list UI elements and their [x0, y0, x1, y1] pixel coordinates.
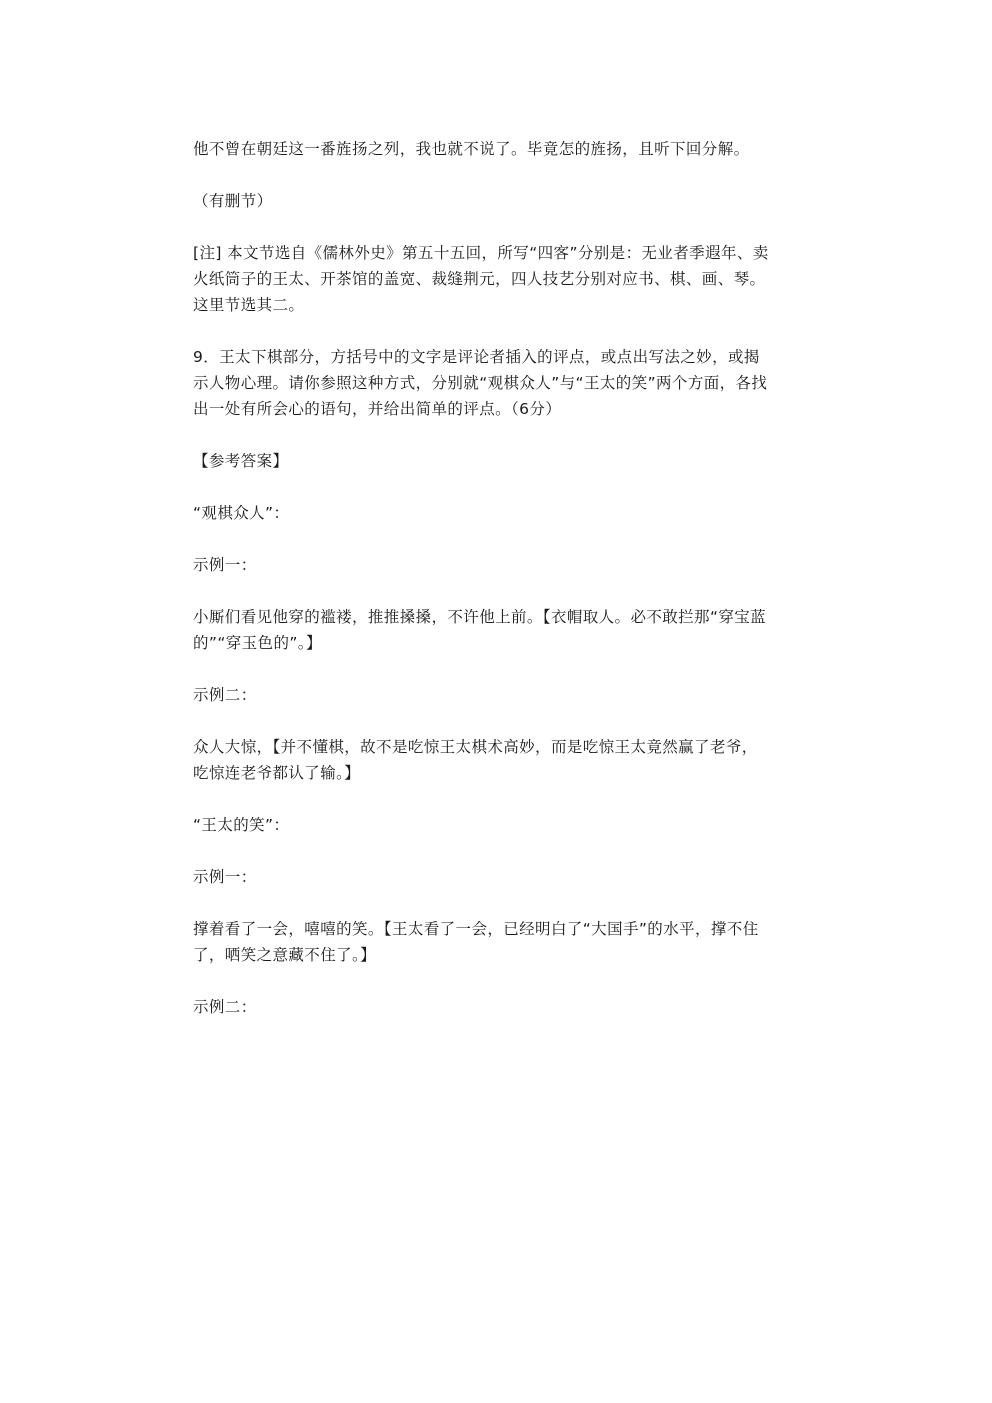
paragraph-example-4-label: 示例二：: [193, 998, 257, 1016]
paragraph-abridged-note: （有删节）: [193, 192, 273, 210]
paragraph-example-1-text: 小厮们看见他穿的褴褛，推推搡搡，不许他上前。【衣帽取人。必不敢拦那“穿宝蓝的”“穿玉色的”。】: [193, 608, 767, 652]
paragraph-example-2-label: 示例二：: [193, 686, 257, 704]
paragraph-example-2-text: 众人大惊，【并不懂棋，故不是吃惊王太棋术高妙，而是吃惊王太竟然赢了老爷，吃惊连老爷都认了输。】: [193, 738, 758, 782]
paragraph-section-wangtai-laugh: “王太的笑”：: [193, 816, 290, 834]
paragraph-story-ending: 他不曾在朝廷这一番旌扬之列，我也就不说了。毕竟怎的旌扬，且听下回分解。: [193, 140, 750, 158]
paragraph-example-3-text: 撑着看了一会，嘻嘻的笑。【王太看了一会，已经明白了“大国手”的水平，撑不住了，哂笑之意藏不住了。】: [193, 920, 759, 964]
paragraph-answer-heading: 【参考答案】: [193, 452, 289, 470]
paragraph-question-9: 9．王太下棋部分，方括号中的文字是评论者插入的评点，或点出写法之妙，或揭示人物心理。请你参照这种方式，分别就“观棋众人”与“王太的笑”两个方面，各找出一处有所会心的语句，并给出简单的评点。（6分）: [193, 348, 768, 418]
paragraph-example-1-label: 示例一：: [193, 556, 257, 574]
paragraph-annotation: [注] 本文节选自《儒林外史》第五十五回，所写“四客”分别是：无业者季遐年、卖火纸筒子的王太、开茶馆的盖宽、裁缝荆元，四人技艺分别对应书、棋、画、琴。这里节选其二。: [193, 244, 769, 314]
paragraph-example-3-label: 示例一：: [193, 868, 257, 886]
paragraph-section-onlookers: “观棋众人”：: [193, 504, 290, 522]
document-body: [193, 136, 773, 1046]
